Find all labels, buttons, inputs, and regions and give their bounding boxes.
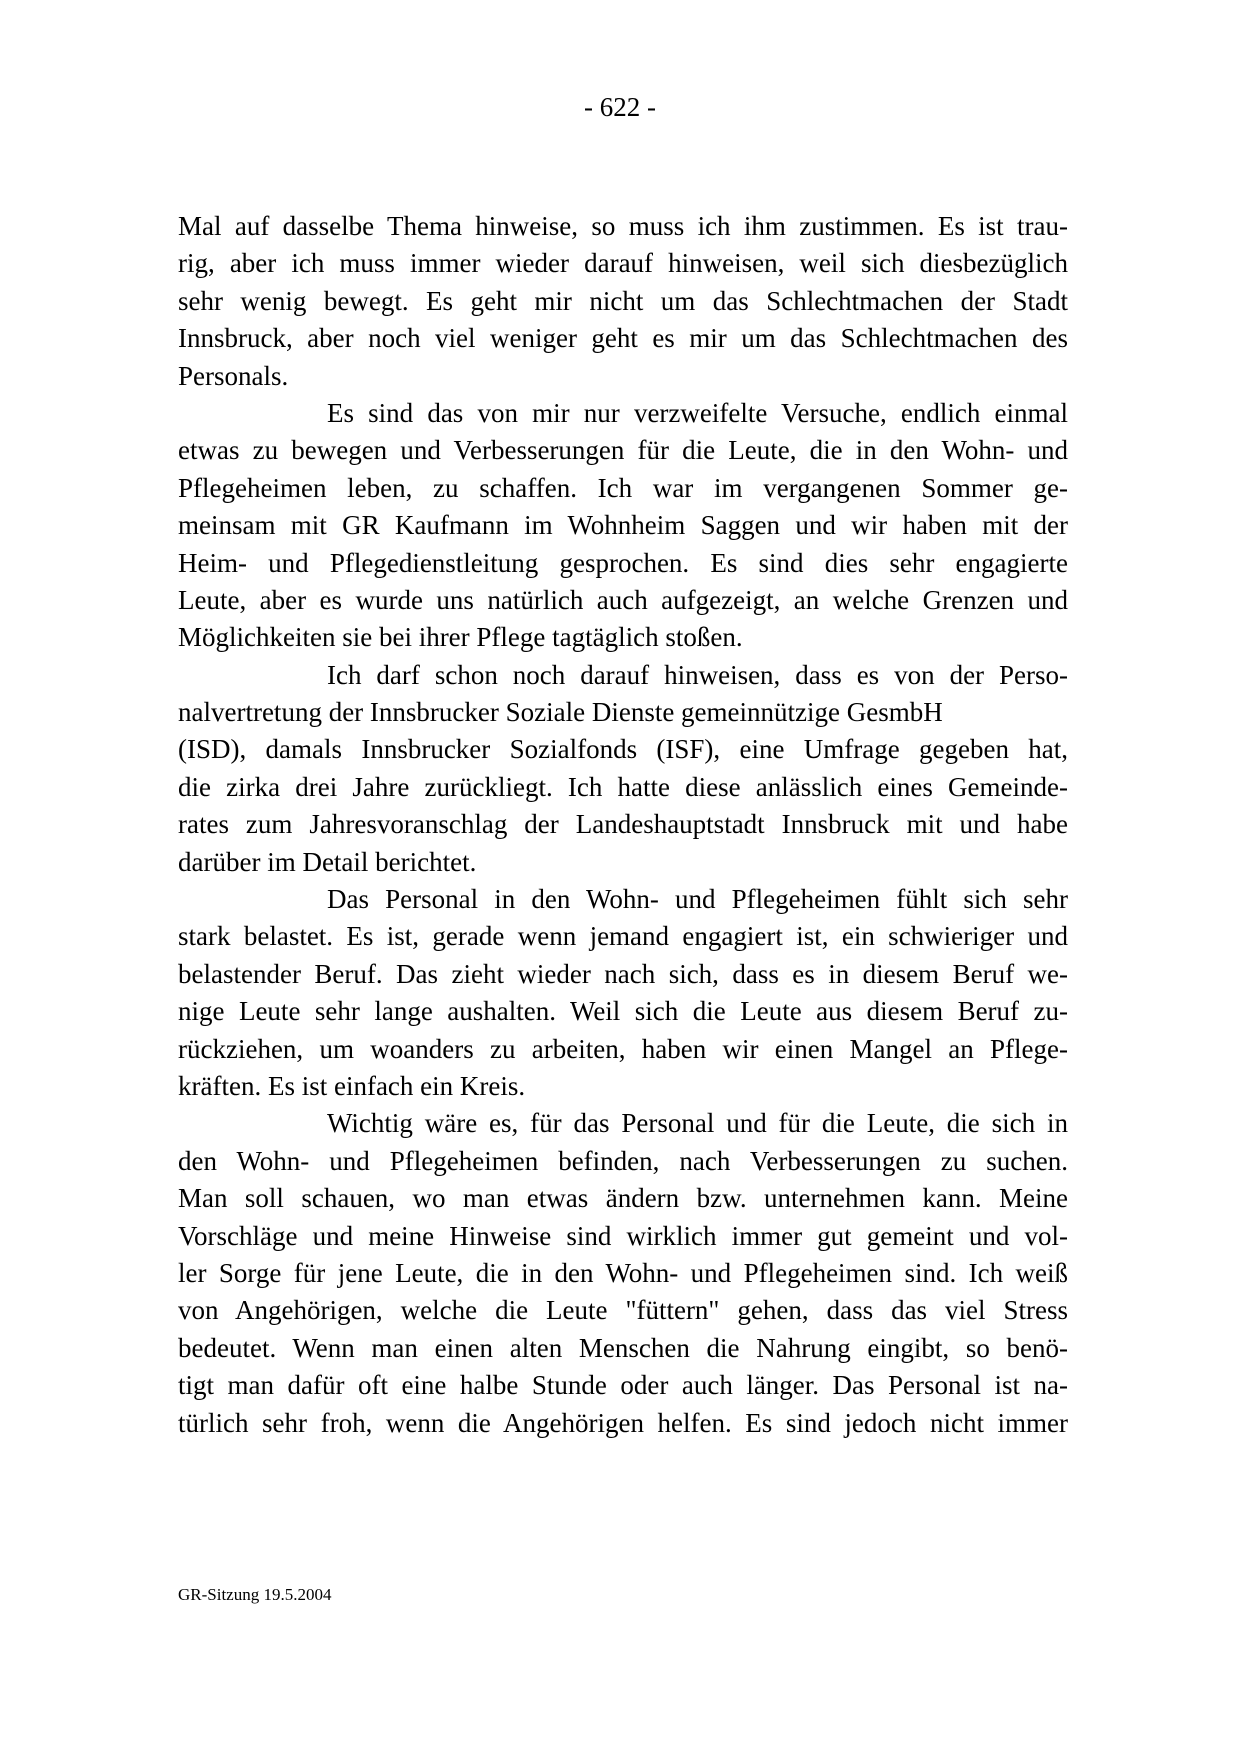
- text-line: Pflegeheimen leben, zu schaffen. Ich war im vergangenen Sommer ge-: [178, 472, 1068, 503]
- text-line: darüber im Detail berichtet.: [178, 846, 477, 877]
- text-line: Innsbruck, aber noch viel weniger geht es mir um das Schlechtmachen des: [178, 323, 1068, 354]
- text-line: Mal auf dasselbe Thema hinweise, so muss ich ihm zustimmen. Es ist trau-: [178, 211, 1068, 241]
- text-line: sehr wenig bewegt. Es geht mir nicht um das Schlechtmachen der Stadt: [178, 285, 1068, 316]
- text-line: etwas zu bewegen und Verbesserungen für die Leute, die in den Wohn- und: [178, 435, 1068, 466]
- text-line: ler Sorge für jene Leute, die in den Wohn- und Pflegeheimen sind. Ich weiß: [178, 1257, 1068, 1288]
- page-number: - 622 -: [584, 92, 656, 122]
- text-line: Vorschläge und meine Hinweise sind wirklich immer gut gemeint und vol-: [178, 1220, 1068, 1251]
- text-line: Ich darf schon noch darauf hinweisen, dass es von der Perso-: [327, 659, 1068, 690]
- text-line: den Wohn- und Pflegeheimen befinden, nach Verbesserungen zu suchen.: [178, 1145, 1068, 1176]
- text-line: kräften. Es ist einfach ein Kreis.: [178, 1070, 526, 1101]
- text-line: nige Leute sehr lange aushalten. Weil sich die Leute aus diesem Beruf zu-: [178, 996, 1068, 1027]
- text-line: Leute, aber es wurde uns natürlich auch aufgezeigt, an welche Grenzen und: [178, 584, 1068, 615]
- text-line: Das Personal in den Wohn- und Pflegeheimen fühlt sich sehr: [327, 884, 1068, 915]
- text-line: tigt man dafür oft eine halbe Stunde oder auch länger. Das Personal ist na-: [178, 1370, 1068, 1401]
- text-line: belastender Beruf. Das zieht wieder nach sich, dass es in diesem Beruf we-: [178, 958, 1068, 989]
- text-line: Heim- und Pflegedienstleitung gesprochen. Es sind dies sehr engagierte: [178, 547, 1068, 578]
- text-line: türlich sehr froh, wenn die Angehörigen helfen. Es sind jedoch nicht immer: [178, 1407, 1068, 1438]
- footer-session-label: GR-Sitzung 19.5.2004: [178, 1585, 332, 1604]
- text-line: meinsam mit GR Kaufmann im Wohnheim Saggen und wir haben mit der: [178, 510, 1068, 541]
- text-line: rates zum Jahresvoranschlag der Landeshauptstadt Innsbruck mit und habe: [178, 809, 1068, 840]
- body-text: [178, 208, 1068, 1442]
- text-line: die zirka drei Jahre zurückliegt. Ich hatte diese anlässlich eines Gemeinde-: [178, 771, 1068, 802]
- text-line: nalvertretung der Innsbrucker Soziale Dienste gemeinnützige GesmbH: [178, 697, 943, 728]
- text-line: (ISD), damals Innsbrucker Sozialfonds (ISF), eine Umfrage gegeben hat,: [178, 734, 1068, 765]
- text-line: Man soll schauen, wo man etwas ändern bzw. unternehmen kann. Meine: [178, 1183, 1068, 1214]
- text-line: von Angehörigen, welche die Leute "füttern" gehen, dass das viel Stress: [178, 1295, 1068, 1326]
- text-line: Personals.: [178, 360, 289, 391]
- text-line: rückziehen, um woanders zu arbeiten, haben wir einen Mangel an Pflege-: [178, 1033, 1068, 1064]
- text-line: rig, aber ich muss immer wieder darauf hinweisen, weil sich diesbezüglich: [178, 248, 1068, 279]
- text-line: stark belastet. Es ist, gerade wenn jemand engagiert ist, ein schwieriger und: [178, 921, 1068, 952]
- text-line: Wichtig wäre es, für das Personal und für die Leute, die sich in: [327, 1108, 1068, 1139]
- text-line: bedeutet. Wenn man einen alten Menschen die Nahrung eingibt, so benö-: [178, 1332, 1068, 1363]
- text-line: Es sind das von mir nur verzweifelte Versuche, endlich einmal: [327, 397, 1068, 428]
- text-line: Möglichkeiten sie bei ihrer Pflege tagtäglich stoßen.: [178, 622, 743, 653]
